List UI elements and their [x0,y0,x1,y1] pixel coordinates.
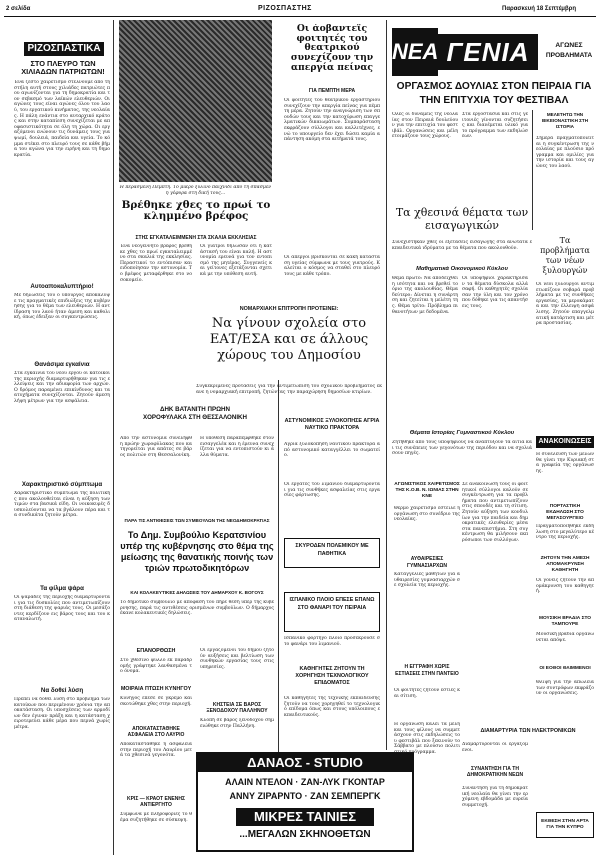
col1-heading-3: Χαρακτηριστικό σύμπτωμα [21,481,103,488]
youth-logo-new: ΝΕΑ [392,28,438,76]
announce-header: ΑΝΑΚΟΙΝΩΣΕΙΣ [536,436,594,448]
exams-h1: Μαθηματικά Οικονομικού Κύκλου [416,266,508,272]
exams-text-2: Οι υποψήφιοι χαρακτήρισαν τα θέματα δύσκολα αλλά σαφή. Οι καθηγητές σχολίασαν την ύλη και τον χρόνο που δόθηκε για τις απαντήσεις τους. [462,276,528,309]
announce-a3-text: Οι φοιτητές ζητούν εστίες και σίτιση. [394,688,460,699]
announce-a2-text: Καταγγελίες μαθητών για αυθαιρεσίες γυμνασιαρχών σε σχολεία της περιοχής. [394,572,460,589]
col1-text-3: Στα εγκαίνια του νέου έργου οι κάτοικοι της περιοχής διαμαρτυρήθηκαν για τις ελλείψεις και την αδιαφορία των αρχών. Ο δρόμος παραμένει επικίνδυνος και τα ατυχήματα συνεχίζονται. Ζητούν άμεση λήψη μέτρων για την ασφάλεια. [14,371,110,404]
brief-correction: ΕΠΑΝΟΡΘΩΣΗ [136,648,176,654]
storm-title: Βρέθηκε χθες το πρωί το κλημμένο βρέφος [121,200,271,222]
brief-youth-5: ΕΚΘΕΣΗ ΣΤΗΝ ΑΡΤΑ ΓΙΑ ΤΗΝ ΚΥΠΡΟ [536,812,594,838]
wood-text: Οι νέοι ξυλουργοί αντιμετωπίζουν σοβαρά προβλήματα με τις συνθήκες εργασίας, τα μεροκάματα και την έλλειψη ασφάλισης. Ζητούν επαγγελματική κατάρτιση και μέτρα προστασίας. [536,282,594,327]
youth-sidebar-text: Σήμερα πραγματοποιείται η συγκέντρωση της νεολαίας με πλούσιο πρόγραμμα και ομιλίες για την ιστορία και τους αγώνες του λαού. [536,136,594,169]
youth-sidebar-title: ΜΕΛΕΤΗΤΩ ΤΗΝ ΒΙΚΕΙΟΝΑΣΤΙΚΗ ΣΤΗ ΙΣΤΟΡΙΑ [541,112,589,129]
dance-text: Από την αστυνομία συνελήφθη πρώην χωροφύλακας που κατηγορείται για απάτες σε βάρος πολιτών στη Θεσσαλονίκη. [120,436,192,458]
announce-a1: ΑΓΩΝΙΣΤΙΚΟΣ ΧΑΙΡΕΤΙΣΜΟΣ ΤΗΣ Κ.Ο.Β. Ν. ΙΩΝΙΑΣ ΣΤΗΝ ΚΝΕ [394,482,460,499]
ad-line-4: ...ΜΕΓΑΛΩΝ ΣΚΗΝΟΘΕΤΩΝ [239,830,371,840]
announce-a4-extra: Διαμαρτύρονται οι εργαζόμενοι. [462,742,528,753]
brief-lavrio-text: Αποκαταστάθηκε η ασφάλεια στην περιοχή του Λαυρίου μετά τα χθεσινά γεγονότα. [120,742,192,759]
exams-h2: Θέματα Ιστορίας Γυμναστικού Κύκλου [409,430,515,436]
brief-hotel: ΚΗΣΤΕΙΑ ΣΕ ΒΑΡΟΣ ΞΕΝΟΔΟΧΟΥ ΠΑΛΛΗΝΟΥ [206,702,268,714]
brief-correction-text: Στο χθεσινό φύλλο εκ παραδρομής γράφτηκε λανθασμένα το όνομα. [120,658,192,675]
brief-krisraot: ΚΡΙΣ — ΚΡΑΟΤ ΕΝΕΝΗΣ ΑΝΤΙΕΡΓΗΤΟ [126,796,185,808]
announce-a5: ΣΥΝΑΝΤΗΣΗ ΓΙΑ ΤΗ ΔΗΜΟΚΡΑΤΙΚΗΝ ΝΕΩΝ [466,766,524,778]
announce-text: Η συνέλευση των μελών θα γίνει την Κυριακή στα γραφεία της οργάνωσης. [536,452,594,474]
spain-brief: ΙΣΠΑΝΙΚΟ ΠΛΟΙΟ ΕΠΕΣΕ ΕΠΑΝΩ ΣΤΟ ΦΑΝΑΡΙ ΤΟΥ ΠΕΙΡΑΙΑ [284,592,380,632]
youth-text-2: Στα εργοστάσια και στις γειτονιές γίνονται συζητήσεις και διανέμεται υλικό για το πρόγραμμα των εκδηλώσεων. [462,112,528,140]
youth-logo-gen: ΓΕΝΙΑ [438,34,538,70]
ad-line-3: ΜΙΚΡΕΣ ΤΑΙΝΙΕΣ [236,808,374,826]
col-divider-3 [386,20,387,750]
col1-heading-2: Θανάσιμα εγκαίνια [34,361,90,368]
ad-line-2: ΑΝΝΥ ΖΙΡΑΡΝΤΟ · ΖΑΝ ΣΕΜΠΕΡΓΚ [229,792,381,801]
cinema-ad [196,752,414,852]
col1-text-6: Πρέπει να δοθεί λύση στο πρόβλημα των κατοίκων που περιμένουν χρόνια την αποκατάσταση. Οι υποσχέσεις των αρμοδίων δεν έγιναν πράξη και η κατάσταση χειροτερεύει κάθε μέρα που περνά χωρίς μέτρα. [14,697,110,730]
rust-text: Οι εργάτες του λιμανιού διαμαρτύρονται για τις συνθήκες ασφαλείας στις εργασίες φόρτωσης. [284,482,380,499]
keratsini-text-2: Οι εργαζόμενοι του δήμου ζητούν αυξήσεις και βελτίωση των συνθηκών εργασίας τους στις υπηρεσίες. [200,648,274,670]
keratsini-subtitle: ΚΑΙ ΚΟΛΑΚΕΥΤΙΚΕΣ ΔΗΛΩΣΕΙΣ ΤΟΥ ΔΗΜΑΡΧΟΥ Κ. ΒΟΓΟΥΣ [130,590,264,595]
news-photo [119,20,272,182]
brief-youth-1-text: Πραγματοποιήθηκε εκδήλωση στο μεγαλύτερο κέντρο της περιοχής. [536,524,594,541]
col1-title: ΣΤΟ ΠΛΕΥΡΟ ΤΩΝ ΧΙΛΙΑΔΩΝ ΠΑΤΡΙΩΤΩΝ! [21,60,105,76]
col1-text-1: Ένα ζεστό χαιρετισμό στέλνουμε από τη στήλη αυτή στους χιλιάδες πατριώτες που αγωνίζονται για τη δημοκρατία και τον σεβασμό των λαϊκών ελευθεριών. Οι αγώνες τους είναι αγώνες όλου του λαού, του εργατικού κινήματος, της νεολαίας. Η πάλη ενάντια στο αυταρχικό κράτος και στην καταπίεση συνεχίζεται με αποφασιστικότητα σε όλη τη χώρα. Οι εργαζόμενοι ενώνουν τις δυνάμεις τους για ψωμί, δουλειά, παιδεία και υγεία. Το κόμμα στέκει στο πλευρό τους σε κάθε βήμα του αγώνα για την ειρήνη και τη δημοκρατία. [14,80,110,158]
announce-a3: Η ΕΓΓΡΑΦΗ ΧΩΡΙΣ ΕΣΤΙΑΣΕΙΣ ΣΤΗΝ ΠΑΝΤΕΙΟ [395,664,459,677]
masthead [0,0,600,16]
youth-text-1: Όλες οι δυνάμεις της νεολαίας στον Πειραιά δουλεύουν για την επιτυχία του φεστιβάλ. Οργανώσεις και μέλη ετοιμάζουν τους χώρους. [392,112,458,140]
exams-text-1: Θέμα πρώτο: Να αποδειχθεί η ισότητα και να βρεθεί το όριο της ακολουθίας. Θέμα δεύτερο: Δίνεται η συνάρτηση και ζητείται η μελέτη της. Θέμα τρίτο: Πρόβλημα πιθανοτήτων με δεδομένα. [392,276,458,315]
exams-text-3: Ζητήθηκε από τους υποψηφίους να αναπτύξουν τα αίτια και τις συνέπειες των γεγονότων της περιόδου και να σχολιάσουν πηγές. [392,440,532,457]
announce-a5-text: Συνάντηση για τη δημοκρατική νεολαία θα γίνει την ερχόμενη εβδομάδα με ευρεία συμμετοχή. [462,786,528,808]
col1-text-2: Με δηλώσεις του ο υπουργός αποκάλυψε τις πραγματικές επιδιώξεις της κυβέρνησης για το θέμα των ελευθεριών. Η αντίδραση του λαού ήταν άμεση και καθολική, όπως έδειξαν οι συγκεντρώσεις. [14,293,110,321]
brief-youth-3: ΜΟΥΣΙΚΗ ΒΡΑΔΙΑ ΣΤΟ ΤΑΜΠΟΥΡΕ [538,616,592,627]
sailor-brief: ΑΣΤΥΝΟΜΙΚΟΣ ΞΥΛΟΚΟΠΗΣΕ ΑΓΡΙΑ ΝΑΥΤΙΚΟ ΠΡΑΚΤΟΡΑ [284,418,380,431]
storm-subtitle: ΣΤΗΣ ΕΓΚΑΤΑΛΕΙΜΜΕΝΗ ΣΤΑ ΣΚΑΛΙΑ ΕΚΚΛΗΣΙΑΣ [135,235,257,241]
dance-text-2: Η υπόθεση παραπέμφθηκε στον εισαγγελέα και η έρευνα συνεχίζεται για να εντοπιστούν κι άλλα θύματα. [200,436,274,458]
storm-text: Ένα νεογέννητο βρέφος βρέθηκε χθες το πρωί εγκαταλειμμένο στα σκαλιά της εκκλησίας. Περαστικοί το εντόπισαν και ειδοποίησαν την αστυνομία. Το βρέφος μεταφέρθηκε στο νοσοκομείο. [120,244,192,283]
keratsini-title: Το Δημ. Συμβούλιο Κερατσινίου υπέρ της κυβέρνησης στο θέμα της μείωσης της θανατικής ποινής των τριών πρωτοδικητόρων [120,530,274,573]
announce-a4: ΔΙΑΜΑΡΤΥΡΙΑ ΤΩΝ ΗΛΕΚΤΡΟΝΙΚΩΝ [480,728,576,734]
exams-title: Τα χθεσινά θέματα των εισαγωγικών [395,206,529,232]
keratsini-text: Το δημοτικό συμβούλιο με απόφασή του πήρε θέση υπέρ της κυβέρνησης, παρά τις αντιθέσεις ορισμένων συμβούλων. Ο δήμαρχος έκανε κολακευτικές δηλώσεις. [120,600,274,617]
rizospastika-banner: ΡΙΖΟΣΠΑΣΤΙΚΑ [24,42,104,56]
schools-text: Συγκεκριμένες προτάσεις για την αντιμετώπιση του σχολικού προβλήματος έκανε η νομαρχιακή επιτροπή, ζητώντας την παραχώρηση δημοσίων κτιρίων. [196,384,382,395]
brief-youth-2: ΖΗΤΟΥΝ ΤΗΝ ΑΜΕΣΗ ΑΠΟΜΑΚΡΥΝΣΗ ΚΑΘΗΓΗΤΗ [540,556,590,573]
brief-hunter: ΜΟΙΡΑΙΑ ΠΤΩΣΗ ΚΥΝΗΓΟΥ [120,686,192,692]
students-subtitle: ΓΙΑ ΠΕΜΠΤΗ ΜΕΡΑ [308,88,356,94]
rust-label: ΣΚΥΡΟΔΕΝ ΠΟΛΕΜΙΚΟΥ ΜΕ ΠΑΘΗΤΙΚΑ [284,538,380,568]
announce-a4-text: Σε ανακοίνωσή τους οι φοιτητικοί σύλλογοι καλούν σε συγκέντρωση για τα προβλήματα που αντιμετωπίζουν στις σπουδές και τη σίτιση. Ζητούν αύξηση των κονδυλίων για την παιδεία και δημοκρατικές ελευθερίες μέσα στα πανεπιστήμια. Στη συγκέντρωση θα μιλήσουν εκπρόσωποι των συλλόγων. [462,482,528,543]
brief-youth-3-text: Μουσική βραδιά οργανώνεται απόψε. [536,632,594,643]
col1-heading-5: Να δοθεί λύση [40,687,84,694]
youth-tag-1: ΑΓΩΝΕΣ [555,42,583,49]
col1-text-5: Οι ψαράδες της περιοχής διαμαρτύρονται για τις δυσκολίες που αντιμετωπίζουν στη διάθεση της ψαριάς τους. Οι μεσάζοντες κερδίζουν εις βάρος τους και του καταναλωτή. [14,595,110,623]
brief-youth-4-text: Θλίψη για την απώλεια των συντρόφων εκφράζουν οι οργανώσεις. [536,680,594,697]
tech-brief: ΚΑΘΗΓΗΤΕΣ ΖΗΤΟΥΝ ΤΗ ΧΟΡΗΓΗΣΗ ΤΕΧΝΟΛΟΓΙΚΟΥ ΕΠΙΔΟΜΑΤΟΣ [295,666,369,686]
page-number: 2 σελίδα [6,6,31,12]
youth-tag-2: ΠΡΟΒΛΗΜΑΤΑ [545,52,593,59]
announce-a2: ΑΥΘΑΙΡΕΣΙΕΣ ΓΥΜΝΑΣΙΑΡΧΩΝ [406,556,448,569]
col1-heading-1: Αυτοαποκαλυπτήριο! [30,283,94,290]
ad-line-1: ΑΛΑΙΝ ΝΤΕΛΟΝ · ΖΑΝ-ΛΥΚ ΓΚΟΝΤΑΡ [225,778,385,787]
brief-youth-1: ΠΟΡΤΑΣΤΙΚΗ ΕΚΔΗΛΩΣΗ ΣΤΟ ΜΕΓΑΣΟΥΡΓΕΙΟ [546,504,584,521]
schools-kicker: ΝΟΜΑΡΧΙΑΚΗ ΕΠΙΤΡΟΠΗ ΠΡΟΤΕΙΝΕΙ: [239,306,339,312]
tech-text: Οι καθηγητές της τεχνικής εκπαίδευσης ζητούν να τους χορηγηθεί το τεχνολογικό επίδομα όπως και στους υπόλοιπους εκπαιδευτικούς. [284,696,380,718]
announce-a1-text: Θερμό χαιρετισμό έστειλε η οργάνωση στο συνέδριο της νεολαίας. [394,506,460,523]
brief-krisraot-text: Σύμφωνα με πληροφορίες το θέμα συζητήθηκε σε σύσκεψη. [120,812,192,823]
brief-hotel-text: Κλοπή σε βάρος ξενοδόχου σημειώθηκε στην Παλλήνη. [200,718,274,729]
youth-headline: ΟΡΓΑΣΜΟΣ ΔΟΥΛΙΑΣ ΣΤΟΝ ΠΕΙΡΑΙΑ ΓΙΑ ΤΗΝ ΕΠΙΤΥΧΙΑ ΤΟΥ ΦΕΣΤΙΒΑΛ [396,81,592,106]
youth-col-rule [532,110,533,230]
brief-youth-2-text: Οι γονείς ζητούν την απομάκρυνση του καθηγητή. [536,578,594,595]
ad-cinema-name: ΔΑΝΑΟΣ - STUDIO [198,754,412,772]
spain-text: Ισπανικό φορτηγό πλοίο προσέκρουσε στο φανάρι του λιμανιού. [284,636,380,647]
col1-heading-4: Τα φίλμα ψάρα [40,585,84,592]
masthead-rule [4,16,596,17]
col-divider-1 [113,20,114,855]
paper-name: ΡΙΖΟΣΠΑΣΤΗΣ [258,5,312,12]
col1-text-4: Χαρακτηριστικό σύμπτωμα της πολιτικής που ακολουθείται είναι η αύξηση των τιμών στα βασικά είδη. Οι νοικοκυρές δυσκολεύονται να τα βγάλουν πέρα και τα συνδικάτα ζητούν μέτρα. [14,491,110,519]
students-text: Οι φοιτητές του θεατρικού εργαστηρίου συνεχίζουν την απεργία πείνας για πέμπτη μέρα. Ζητούν την αναγνώριση των σπουδών τους και την κατοχύρωση επαγγελματικών δικαιωμάτων. Συμπαράσταση εκφράζουν σύλλογοι και καλλιτέχνες, ενώ το υπουργείο δεν έχει δώσει καμία απάντηση ακόμη στα αιτήματά τους. [284,98,380,143]
youth-extra-text: Η οργάνωση καλεί τα μέλη και τους φίλους να συμμετάσχουν στις εκδηλώσεις του φεστιβάλ που ξεκινούν το Σάββατο με πλούσιο πολιτιστικό πρόγραμμα. [394,722,460,755]
schools-title: Να γίνουν σχολεία στο ΕΑΤ/ΕΣΑ και σε άλλους χώρους του Δημοσίου [209,316,369,363]
storm-text-2: Οι γιατροί δήλωσαν ότι η κατάστασή του είναι καλή. Η αστυνομία ερευνά για τον εντοπισμό της μητέρας. Συγγενείς και γείτονες εξετάζονται σχετικά με την υπόθεση αυτή. [200,244,272,277]
youth-logo [392,28,596,76]
wood-title: Τα προβλήματα των νέων ξυλουργών [540,236,590,275]
col-divider-2 [278,380,279,755]
students-text-3: Οι απεργοί βρίσκονται σε κακή κατάσταση υγείας σύμφωνα με τους γιατρούς. Καλείται ο κόσμος να σταθεί στο πλευρό τους με κάθε τρόπο. [284,255,380,277]
students-title: Οι άοβαντεϊς φοιτητές του θεατρικού συνεχίζουν την απεργία πείνας [290,24,374,73]
brief-youth-4: ΟΙ ΕΟΘΟΙ ΘΛΙΜΜΕΝΟΙ [539,666,591,671]
dance-title: ΔΗΚ ΒΑΤΑΝΙΤΗ ΠΡΩΗΝ ΧΟΡΟΦΥΛΑΚΑ ΣΤΗ ΘΕΣΣΑΛΟΝΙΚΗ [142,406,247,421]
brief-hunter-text: Κυνηγός έπεσε σε γκρεμό και σκοτώθηκε χθες στην περιοχή. [120,696,192,707]
photo-caption: Η περασμένη Πέμπτη. Το μικρό ξύλινο παιχνίδι από τη σπασμένη γέφυρα στη δική τους... [119,185,272,196]
keratsini-kicker: ΠΑΡΑ ΤΙΣ ΑΝΤΙΘΕΣΕΙΣ ΤΩΝ ΣΥΜΒΟΥΛΩΝ ΤΗΣ ΝΕΟΔΗΜΟΚΡΑΤΙΑΣ [124,518,270,523]
brief-lavrio: ΑΠΟΚΑΤΑΣΤΑΘΗΚΕ ΑΣΦΑΛΕΙΑ ΣΤΟ ΛΑΥΡΙΟ [127,726,185,738]
sailor-text: Άγρια ξυλοκόπηση ναυτικού πράκτορα από αστυνομικό καταγγέλλει το σωματείο. [284,442,380,459]
issue-date: Παρασκευή 18 Σεπτέμβρη [502,6,577,12]
exams-intro: Συνεχίστηκαν χθες οι εξετάσεις εισαγωγής στα ανώτατα εκπαιδευτικά ιδρύματα με τα θέματα που ακολουθούν. [392,240,532,251]
